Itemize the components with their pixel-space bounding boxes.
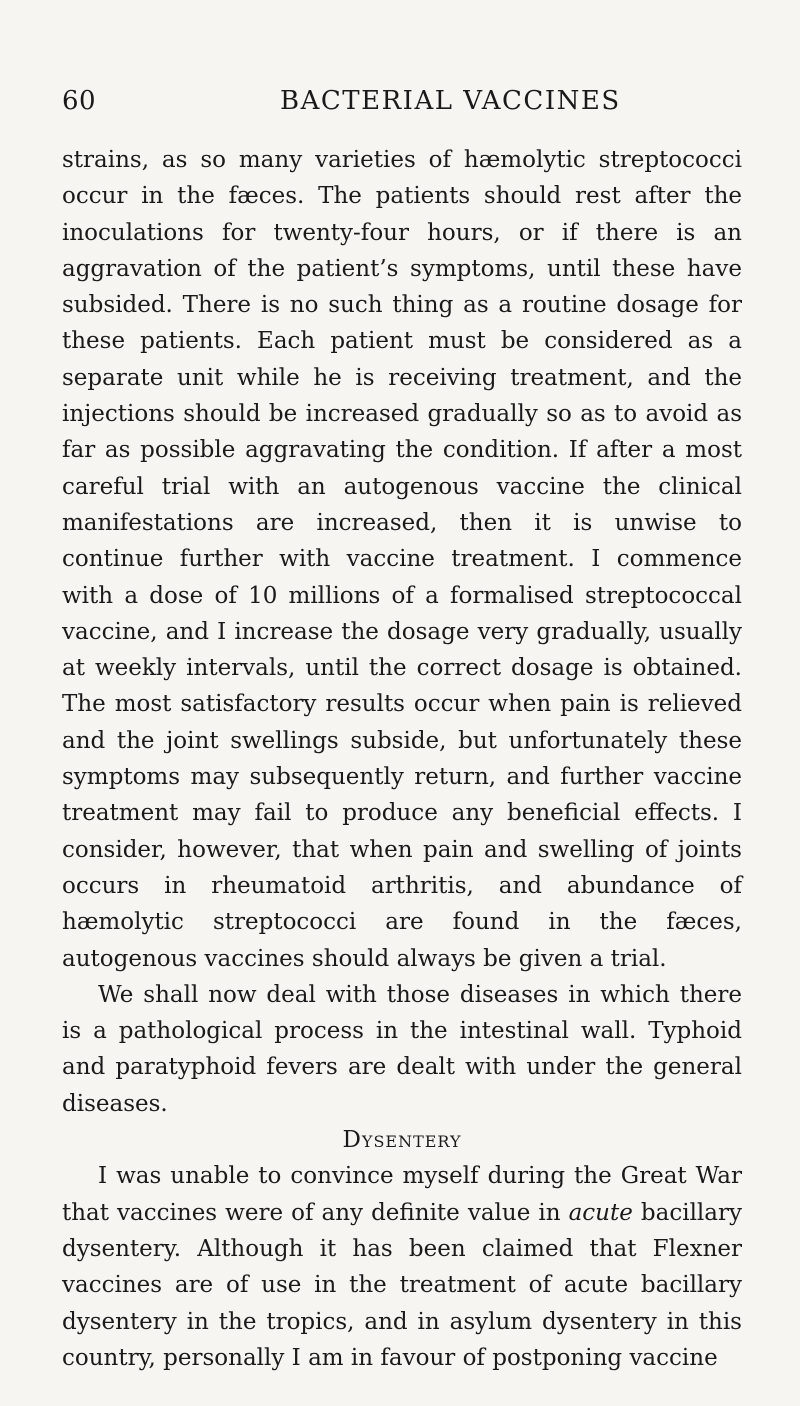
running-title: BACTERIAL VACCINES xyxy=(280,86,621,116)
paragraph-intestinal-diseases: We shall now deal with those diseases in which there is a pathological process in the intestinal wall. Typhoid and paratyphoid fevers are dealt with under the general diseases. xyxy=(62,981,742,1117)
page-header xyxy=(62,86,742,130)
paragraph-dysentery-text-1: I was unable to convince myself during the Great War that vaccines were of any definite value in xyxy=(62,1163,742,1226)
paragraph-continuation: strains, as so many varieties of hæmolytic streptococci occur in the fæces. The patients should rest after the inoculations for twenty-four hours, or if there is an aggravation of the patient’s symptoms, until these have subsided. There is no such thing as a routine dosage for these patients. Each patient must be considered as a separate unit while he is receiving treatment, and the injections should be increased gradually so as to avoid as far as possible aggravating the condition. If after a most careful trial with an autogenous vaccine the clinical manifestations are increased, then it is unwise to continue further with vaccine treatment. I commence with a dose of 10 millions of a formalised streptococcal vaccine, and I increase the dosage very gradually, usually at weekly intervals, until the correct dosage is obtained. The most satisfactory results occur when pain is relieved and the joint swellings subside, but unfortunately these symptoms may subsequently return, and further vaccine treatment may fail to produce any beneficial effects. I consider, however, that when pain and swelling of joints occurs in rheumatoid arthritis, and abundance of hæmolytic streptococci are found in the fæces, autogenous vaccines should always be given a trial. xyxy=(62,147,742,972)
emphasis-acute: acute xyxy=(568,1199,633,1226)
body-text xyxy=(62,142,742,1376)
paragraph-dysentery-text-2: bacillary dysentery. Although it has been claimed that Flexner vaccines are of use in the treatment of acute bacillary dysentery in the tropics, and in asylum dysentery in this country, personally I am in favour of postponing vaccine xyxy=(62,1199,742,1371)
page-number: 60 xyxy=(62,86,97,116)
paragraph-dysentery xyxy=(62,1158,742,1376)
section-heading-dysentery: Dysentery xyxy=(342,1127,462,1154)
